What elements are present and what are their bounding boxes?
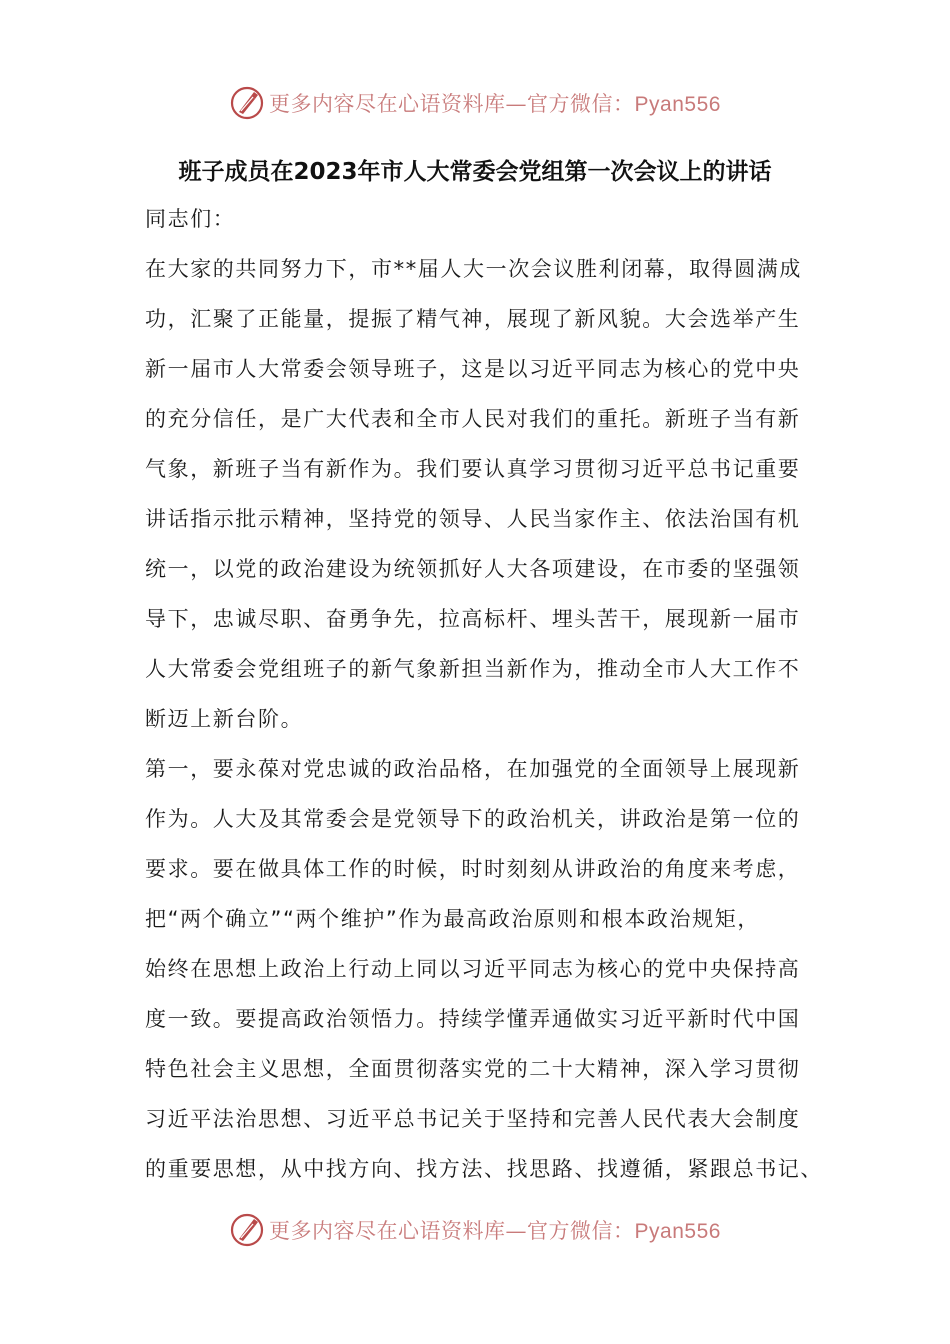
text-line: 气象，新班子当有新作为。我们要认真学习贯彻习近平总书记重要 [145, 457, 801, 481]
text-line: 统一，以党的政治建设为统领抓好人大各项建设，在市委的坚强领 [145, 557, 801, 581]
text-line: 的充分信任，是广大代表和全市人民对我们的重托。新班子当有新 [145, 407, 801, 431]
text-line: 人大常委会党组班子的新气象新担当新作为，推动全市人大工作不 [145, 657, 801, 681]
text-line: 要求。要在做具体工作的时候，时时刻刻从讲政治的角度来考虑， [145, 857, 801, 881]
text-line: 断迈上新台阶。 [145, 707, 304, 731]
text-line: 习近平法治思想、习近平总书记关于坚持和完善人民代表大会制度 [145, 1107, 801, 1131]
text-line: 讲话指示批示精神，坚持党的领导、人民当家作主、依法治国有机 [145, 507, 801, 531]
document-title: 班子成员在2023年市人大常委会党组第一次会议上的讲话 [178, 159, 772, 185]
pen-nib-logo-icon [229, 1212, 265, 1248]
text-line: 功，汇聚了正能量，提振了精气神，展现了新风貌。大会选举产生 [145, 307, 801, 331]
text-line: 特色社会主义思想，全面贯彻落实党的二十大精神，深入学习贯彻 [145, 1057, 801, 1081]
text-line: 新一届市人大常委会领导班子，这是以习近平同志为核心的党中央 [145, 357, 801, 381]
watermark-text: 更多内容尽在心语资料库—官方微信：Pyan556 [269, 1219, 721, 1243]
text-line: 在大家的共同努力下，市**届人大一次会议胜利闭幕，取得圆满成 [145, 257, 802, 281]
text-line: 始终在思想上政治上行动上同以习近平同志为核心的党中央保持高 [145, 957, 801, 981]
text-line: 的重要思想，从中找方向、找方法、找思路、找遵循，紧跟总书记、 [145, 1157, 823, 1181]
text-line: 导下，忠诚尽职、奋勇争先，拉高标杆、埋头苦干，展现新一届市 [145, 607, 801, 631]
text-line: 把“两个确立”“两个维护”作为最高政治原则和根本政治规矩， [145, 907, 760, 931]
text-line: 第一，要永葆对党忠诚的政治品格，在加强党的全面领导上展现新 [145, 757, 801, 781]
watermark-banner-bottom [0, 1208, 950, 1252]
document-body [145, 204, 825, 1204]
watermark-banner-top [0, 81, 950, 125]
pen-nib-logo-icon [229, 85, 265, 121]
text-line: 作为。人大及其常委会是党领导下的政治机关，讲政治是第一位的 [145, 807, 801, 831]
salutation: 同志们： [145, 207, 236, 231]
watermark-text: 更多内容尽在心语资料库—官方微信：Pyan556 [269, 92, 721, 116]
text-line: 度一致。要提高政治领悟力。持续学懂弄通做实习近平新时代中国 [145, 1007, 801, 1031]
